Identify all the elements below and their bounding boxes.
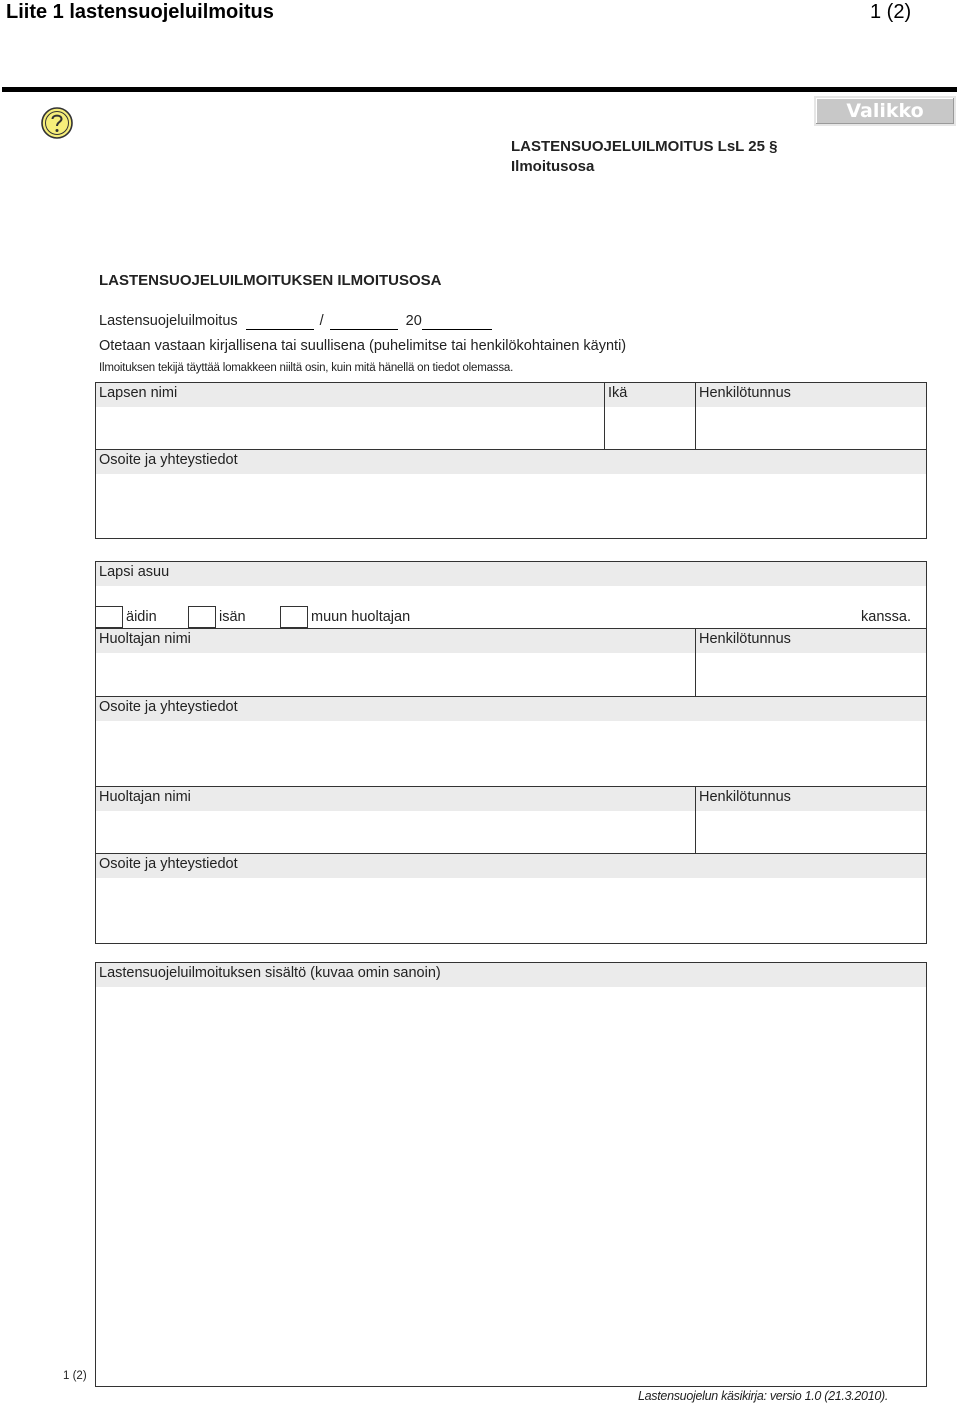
fill-hint: Ilmoituksen tekijä täyttää lomakkeen niiltä osin, kuin mitä hänellä on tiedot olemassa. — [99, 362, 514, 374]
notice-year-field[interactable] — [422, 315, 492, 330]
page-number: 1 (2) — [870, 1, 912, 23]
guardian1-address-cell[interactable] — [96, 697, 926, 786]
child-address-label: Osoite ja yhteystiedot — [96, 450, 926, 474]
notice-label: Lastensuojeluilmoitus — [99, 313, 238, 329]
child-info-box — [95, 382, 927, 539]
guardian1-name-cell[interactable] — [96, 629, 695, 696]
child-age-label: Ikä — [605, 383, 695, 407]
child-name-label: Lapsen nimi — [96, 383, 605, 407]
child-age-cell[interactable] — [605, 383, 695, 449]
option-mother-label: äidin — [126, 609, 157, 625]
guardian2-name-cell[interactable] — [96, 787, 695, 853]
checkbox-mother[interactable] — [95, 606, 123, 628]
document-title: Liite 1 lastensuojeluilmoitus — [6, 1, 274, 23]
receive-instructions: Otetaan vastaan kirjallisena tai suullisena (puhelimitse tai henkilökohtainen käynti) — [99, 338, 627, 354]
child-name-cell[interactable] — [96, 383, 605, 449]
section-title: LASTENSUOJELUILMOITUKSEN ILMOITUSOSA — [99, 272, 442, 289]
form-heading: LASTENSUOJELUILMOITUS LsL 25 § — [511, 138, 778, 155]
menu-button[interactable]: Valikko — [814, 96, 956, 126]
guardian2-name-label: Huoltajan nimi — [96, 787, 695, 811]
guardian2-address-cell[interactable] — [96, 854, 926, 943]
footer-version: Lastensuojelun käsikirja: versio 1.0 (21.3.2010). — [638, 1389, 889, 1403]
guardian-info-box — [95, 561, 927, 944]
notice-number-field[interactable] — [246, 315, 314, 330]
guardian2-ssn-cell[interactable] — [696, 787, 926, 853]
footer-page-number: 1 (2) — [63, 1370, 87, 1382]
guardian2-address-label: Osoite ja yhteystiedot — [96, 854, 926, 878]
option-other-label: muun huoltajan — [311, 609, 411, 625]
child-address-cell[interactable] — [96, 450, 926, 538]
living-title: Lapsi asuu — [96, 562, 926, 586]
guardian2-ssn-label: Henkilötunnus — [696, 787, 926, 811]
content-label: Lastensuojeluilmoituksen sisältö (kuvaa omin sanoin) — [96, 963, 926, 987]
checkbox-other-guardian[interactable] — [280, 606, 308, 628]
option-father-label: isän — [219, 609, 246, 625]
guardian1-ssn-label: Henkilötunnus — [696, 629, 926, 653]
notice-period-field[interactable] — [330, 315, 398, 330]
guardian1-address-label: Osoite ja yhteystiedot — [96, 697, 926, 721]
child-ssn-label: Henkilötunnus — [696, 383, 926, 407]
question-mark-icon[interactable] — [40, 106, 74, 140]
living-suffix: kanssa. — [861, 609, 911, 625]
header-rule — [2, 87, 957, 92]
form-subheading: Ilmoitusosa — [511, 158, 595, 175]
checkbox-father[interactable] — [188, 606, 216, 628]
notice-year-prefix: 20 — [405, 313, 422, 329]
notice-separator: / — [319, 313, 324, 329]
content-box[interactable] — [95, 962, 927, 1387]
guardian1-ssn-cell[interactable] — [696, 629, 926, 696]
guardian1-name-label: Huoltajan nimi — [96, 629, 695, 653]
notice-number-line — [99, 312, 492, 330]
child-ssn-cell[interactable] — [696, 383, 926, 449]
